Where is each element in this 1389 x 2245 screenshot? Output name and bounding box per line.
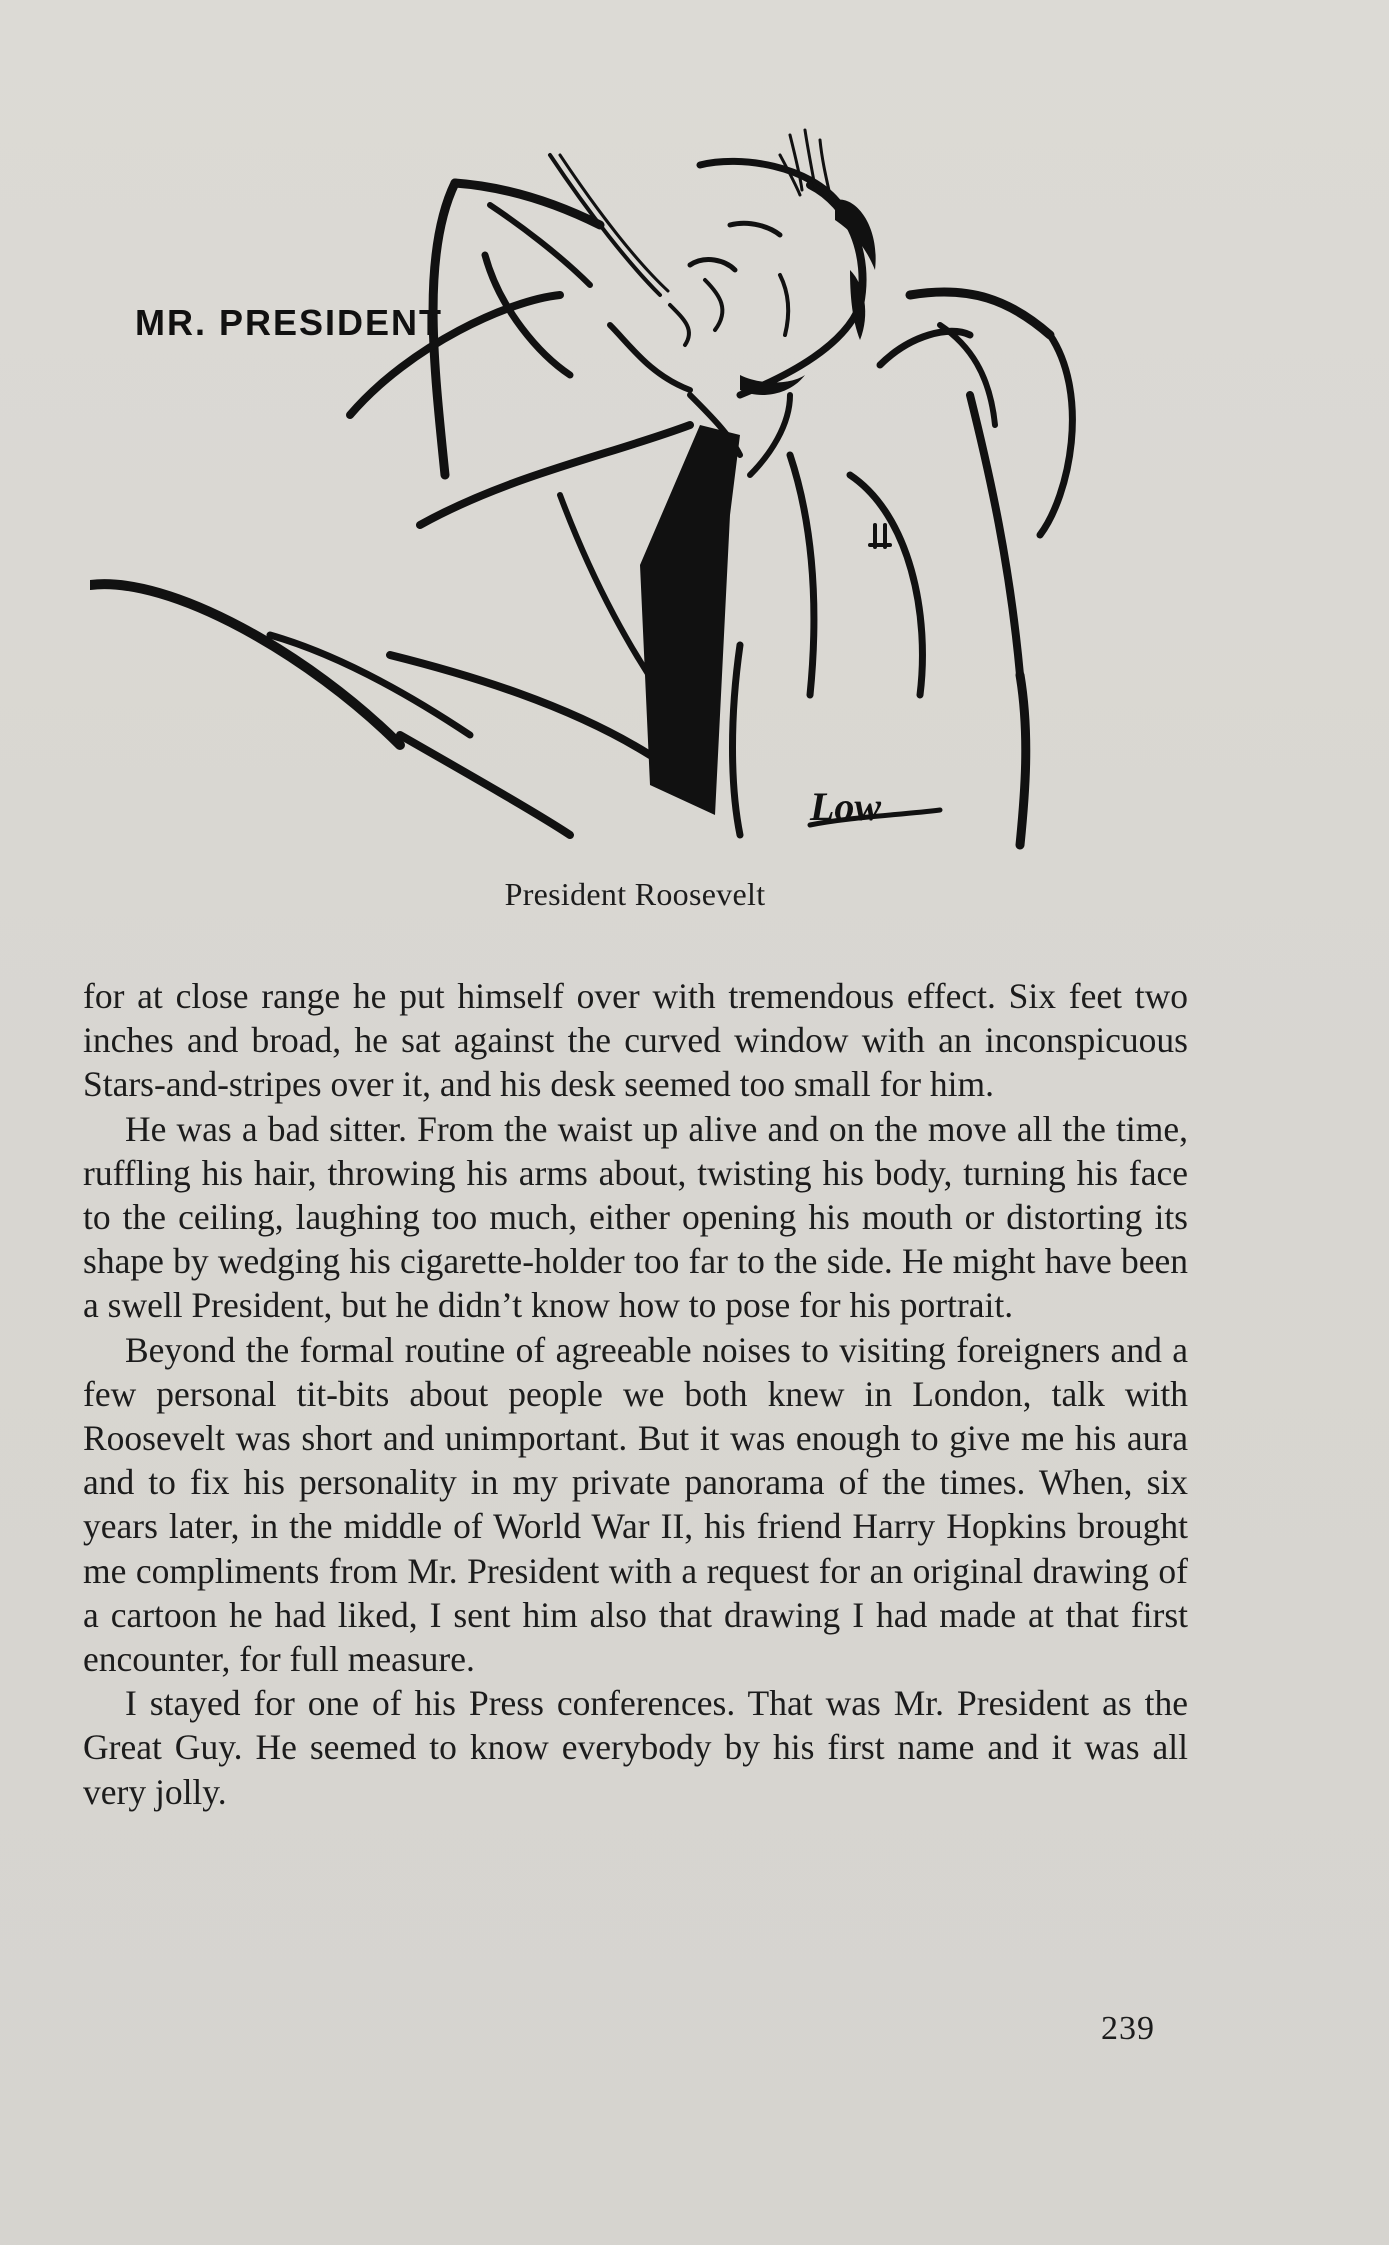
paragraph: for at close range he put himself over with tremendous effect. Six feet two inches and broad, he sat against the curved window with an inconspicuous Stars-and-stripes over it, and his desk seemed too small for him. <box>83 976 1188 1105</box>
paragraph: Beyond the formal routine of agreeable noises to visiting foreigners and a few personal tit-bits about people we both knew in London, talk with Roosevelt was short and unimportant. But it was enough to give me his aura and to fix his personality in my private panorama of the times. When, six years later, in the middle of World War II, his friend Harry Hopkins brought me compliments from Mr. President with a request for an original drawing of a cartoon he had liked, I sent him also that drawing I had made at that first encounter, for full measure. <box>83 1329 1188 1680</box>
cartoon-drawing <box>90 95 1200 865</box>
paragraph: I stayed for one of his Press conferences. That was Mr. President as the Great Guy. He seemed to know everybody by his first name and it was all very jolly. <box>83 1683 1188 1812</box>
artist-signature: Low <box>810 784 882 829</box>
illustration-caption: President Roosevelt <box>504 876 766 912</box>
body-text <box>83 974 1188 1814</box>
cartoon-label: MR. PRESIDENT <box>135 302 444 343</box>
necktie-shape <box>640 425 740 815</box>
roosevelt-cartoon-illustration <box>90 95 1200 865</box>
paragraph: He was a bad sitter. From the waist up alive and on the move all the time, ruffling his hair, throwing his arms about, twisting his body, turning his face to the ceiling, laughing too much, either opening his mouth or distorting its shape by wedging his cigarette-holder too far to the side. He might have been a swell President, but he didn’t know how to pose for his portrait. <box>83 1108 1188 1326</box>
page-number: 239 <box>1101 2010 1155 2047</box>
